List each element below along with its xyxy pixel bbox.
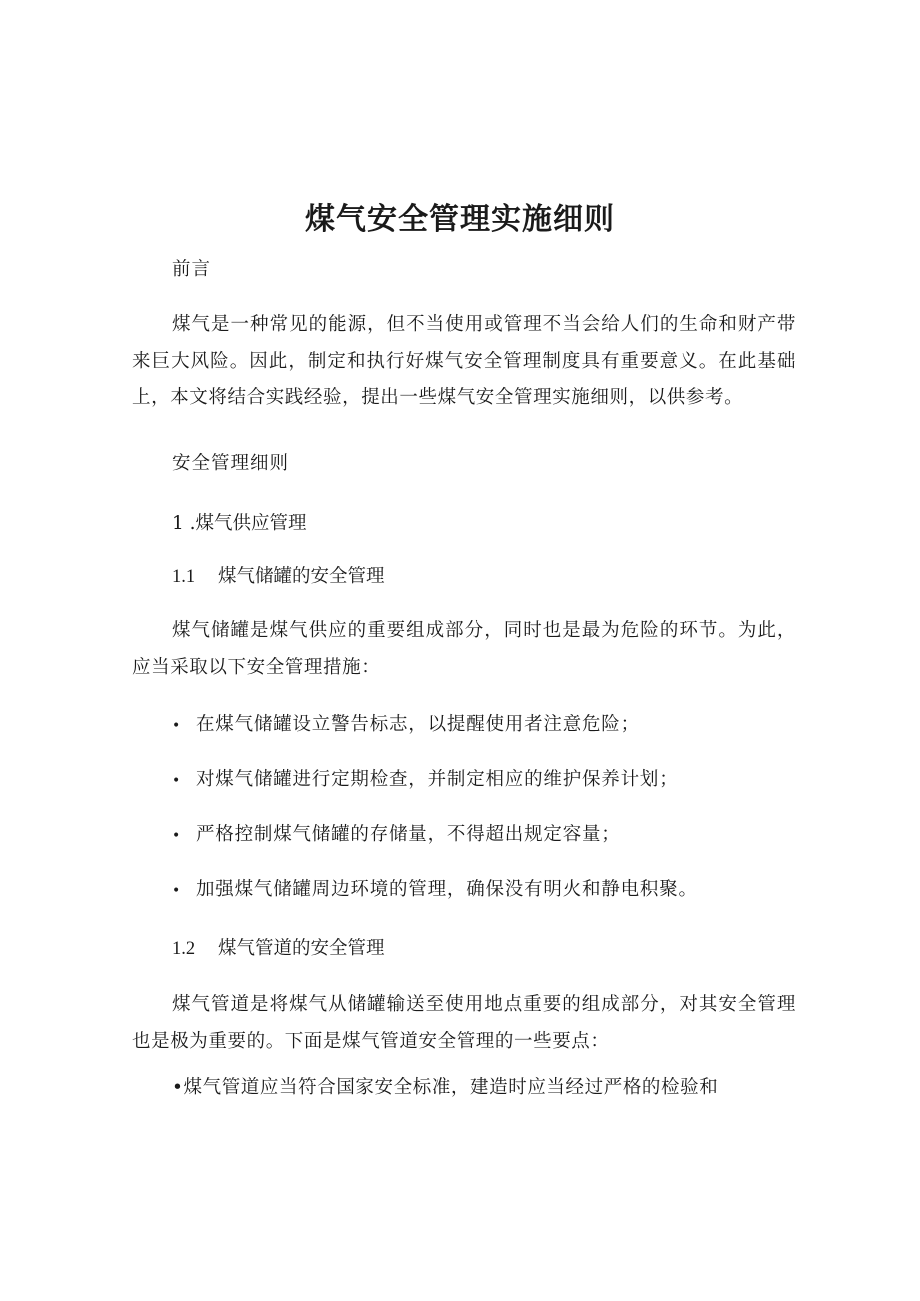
section-1-1-heading <box>172 562 385 592</box>
preface-heading: 前言 <box>172 259 212 280</box>
section-1-2-intro: 煤气管道是将煤气从储罐输送至使用地点重要的组成部分，对其安全管理也是极为重要的。下面是煤气管道安全管理的一些要点： <box>132 994 796 1052</box>
section-1-1-intro: 煤气储罐是煤气供应的重要组成部分，同时也是最为危险的环节。为此，应当采取以下安全管理措施： <box>132 620 796 678</box>
rules-heading: 安全管理细则 <box>172 453 290 474</box>
section-1-2-title: 煤气管道的安全管理 <box>218 938 385 959</box>
list-item-text: 在煤气储罐设立警告标志，以提醒使用者注意危险； <box>196 714 640 735</box>
section-1-2-number: 1.2 <box>172 939 196 959</box>
section-1-2-heading <box>172 934 385 964</box>
list-item <box>172 710 640 741</box>
section-1-title: .煤气供应管理 <box>189 513 307 534</box>
list-item-text: 对煤气储罐进行定期检查，并制定相应的维护保养计划； <box>196 769 679 790</box>
document-title: 煤气安全管理实施细则 <box>305 202 615 237</box>
section-1-1-title: 煤气储罐的安全管理 <box>218 566 385 587</box>
bullet-icon: • <box>172 828 182 844</box>
list-item: •煤气管道应当符合国家安全标准，建造时应当经过严格的检验和 <box>172 1077 719 1098</box>
bullet-icon: • <box>172 718 182 734</box>
list-item-text: 严格控制煤气储罐的存储量，不得超出规定容量； <box>196 824 621 845</box>
section-1-heading <box>172 509 307 539</box>
list-item <box>172 765 679 796</box>
section-1-number: 1 <box>172 513 184 534</box>
bullet-icon: • <box>172 883 182 899</box>
list-item <box>172 875 698 906</box>
preface-paragraph: 煤气是一种常见的能源，但不当使用或管理不当会给人们的生命和财产带来巨大风险。因此，制定和执行好煤气安全管理制度具有重要意义。在此基础上，本文将结合实践经验，提出一些煤气安全管理实施细则，以供参考。 <box>132 314 796 408</box>
bullet-icon: • <box>172 773 182 789</box>
list-item-text: 加强煤气储罐周边环境的管理，确保没有明火和静电积聚。 <box>196 879 698 900</box>
section-1-1-number: 1.1 <box>172 567 196 587</box>
list-item <box>172 820 621 851</box>
